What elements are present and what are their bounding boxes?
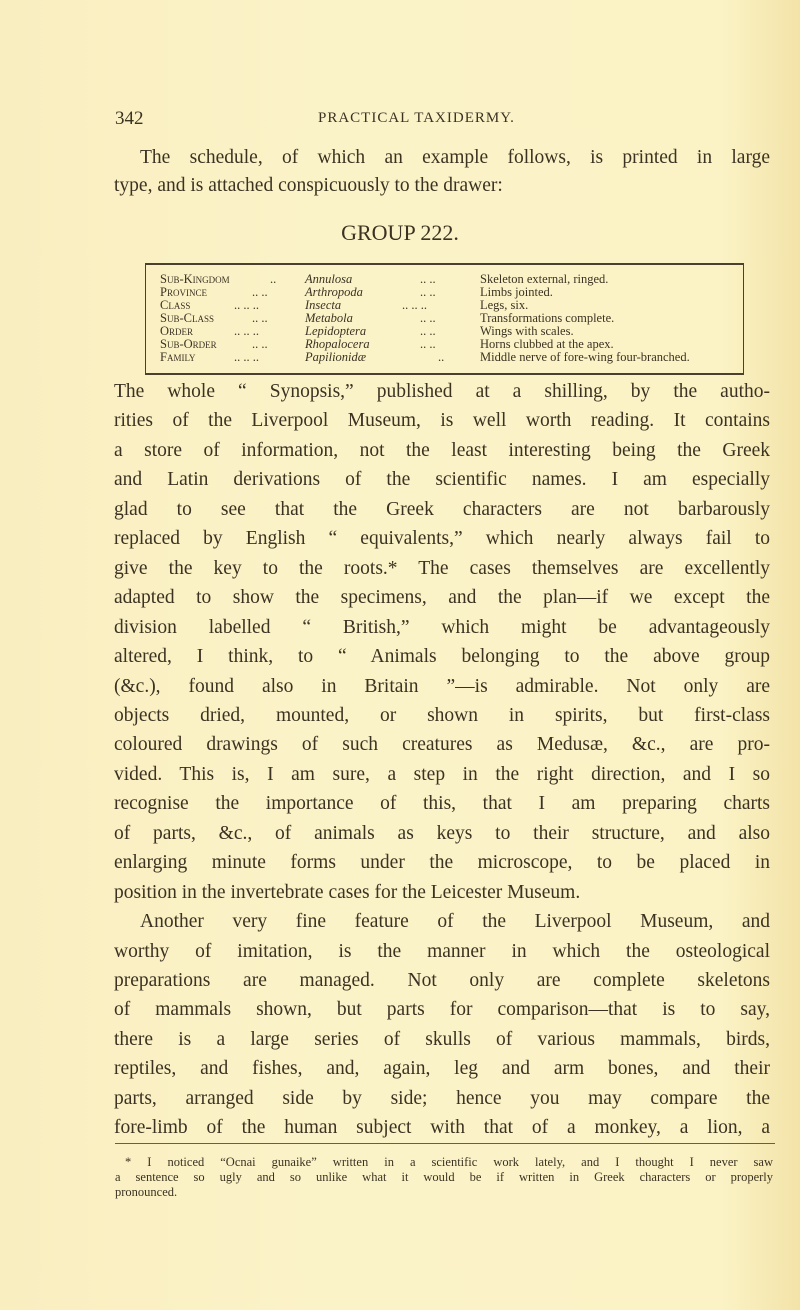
taxon-name: Arthropoda [305,285,363,299]
character-description: Skeleton external, ringed. [480,272,609,286]
body-line: of parts, &c., of animals as keys to their structure, and also [114,822,770,844]
running-title: PRACTICAL TAXIDERMY. [318,110,515,126]
leader-dots: .. .. [420,337,436,351]
group-heading: GROUP 222. [341,220,459,245]
leader-dots: .. .. .. [234,298,259,312]
taxon-name: Metabola [305,311,353,325]
taxon-name: Annulosa [305,272,353,286]
taxon-name: Papilionidæ [305,350,367,364]
body-line: worthy of imitation, is the manner in which the osteological [114,940,770,962]
rank-label: Sub-Class [160,311,214,325]
leader-dots: .. .. [420,272,436,286]
body-line: replaced by English “ equivalents,” which nearly always fail to [114,528,770,550]
body-line: position in the invertebrate cases for the Leicester Museum. [114,881,581,903]
rank-label: Order [160,324,194,338]
footnote-line: a sentence so ugly and so unlike what it would be if written in Greek characters or properly [115,1170,773,1184]
character-description: Legs, six. [480,298,529,312]
body-line: altered, I think, to “ Animals belonging to the above group [114,646,770,668]
body-line: Another very fine feature of the Liverpool Museum, and [140,911,770,933]
body-line: (&c.), found also in Britain ”—is admirable. Not only are [114,675,770,697]
page-number: 342 [115,108,144,129]
leader-dots: .. .. [252,285,268,299]
character-description: Limbs jointed. [480,285,553,299]
body-line: objects dried, mounted, or shown in spirits, but first-class [114,704,770,726]
footnote-rule [115,1143,775,1144]
body-line: division labelled “ British,” which might be advantageously [114,616,770,638]
rank-label: Class [160,298,191,312]
rank-label: Family [160,350,196,364]
taxon-name: Lepidoptera [305,324,367,338]
taxon-name: Rhopalocera [305,337,370,351]
leader-dots: .. .. [252,311,268,325]
body-line: a store of information, not the least interesting being the Greek [114,439,770,461]
body-line: give the key to the roots.* The cases themselves are excellently [114,557,770,579]
body-line: adapted to show the specimens, and the plan—if we except the [114,587,770,609]
leader-dots: .. .. .. [234,350,259,364]
intro-line: The schedule, of which an example follows, is printed in large [140,147,770,168]
leader-dots: .. .. .. [402,298,427,312]
body-line: The whole “ Synopsis,” published at a shilling, by the autho- [114,381,770,402]
body-line: of mammals shown, but parts for comparison—that is to say, [114,999,770,1021]
leader-dots: .. .. [420,285,436,299]
body-line: parts, arranged side by side; hence you may compare the [114,1087,770,1109]
footnote-line: * I noticed “Ocnai gunaike” written in a scientific work lately, and I thought I never saw [125,1155,773,1169]
body-line: vided. This is, I am sure, a step in the right direction, and I so [114,763,770,785]
taxon-name: Insecta [305,298,342,312]
leader-dots: .. .. [420,311,436,325]
character-description: Horns clubbed at the apex. [480,337,614,351]
rank-label: Sub-Order [160,337,217,351]
schedule-table [145,263,744,375]
leader-dots: .. .. .. [234,324,259,338]
leader-dots: .. [270,272,277,286]
body-line: enlarging minute forms under the microscope, to be placed in [114,852,770,874]
body-line: glad to see that the Greek characters are not barbarously [114,498,770,520]
body-line: there is a large series of skulls of various mammals, birds, [114,1028,770,1050]
body-line: reptiles, and fishes, and, again, leg and arm bones, and their [114,1058,770,1080]
body-line: coloured drawings of such creatures as Medusæ, &c., are pro- [114,734,770,756]
character-description: Transformations complete. [480,311,615,325]
rank-label: Province [160,285,207,299]
intro-line: type, and is attached conspicuously to the drawer: [114,175,503,196]
rank-label: Sub-Kingdom [160,272,230,286]
body-line: fore-limb of the human subject with that of a monkey, a lion, a [114,1117,770,1139]
body-line: rities of the Liverpool Museum, is well worth reading. It contains [114,410,770,432]
body-line: and Latin derivations of the scientific names. I am especially [114,469,770,491]
character-description: Wings with scales. [480,324,574,338]
character-description: Middle nerve of fore-wing four-branched. [480,350,690,364]
body-line: recognise the importance of this, that I am preparing charts [114,793,770,815]
leader-dots: .. .. [420,324,436,338]
footnote-line: pronounced. [115,1185,178,1199]
leader-dots: .. [438,350,445,364]
leader-dots: .. .. [252,337,268,351]
body-line: preparations are managed. Not only are complete skeletons [114,970,770,991]
